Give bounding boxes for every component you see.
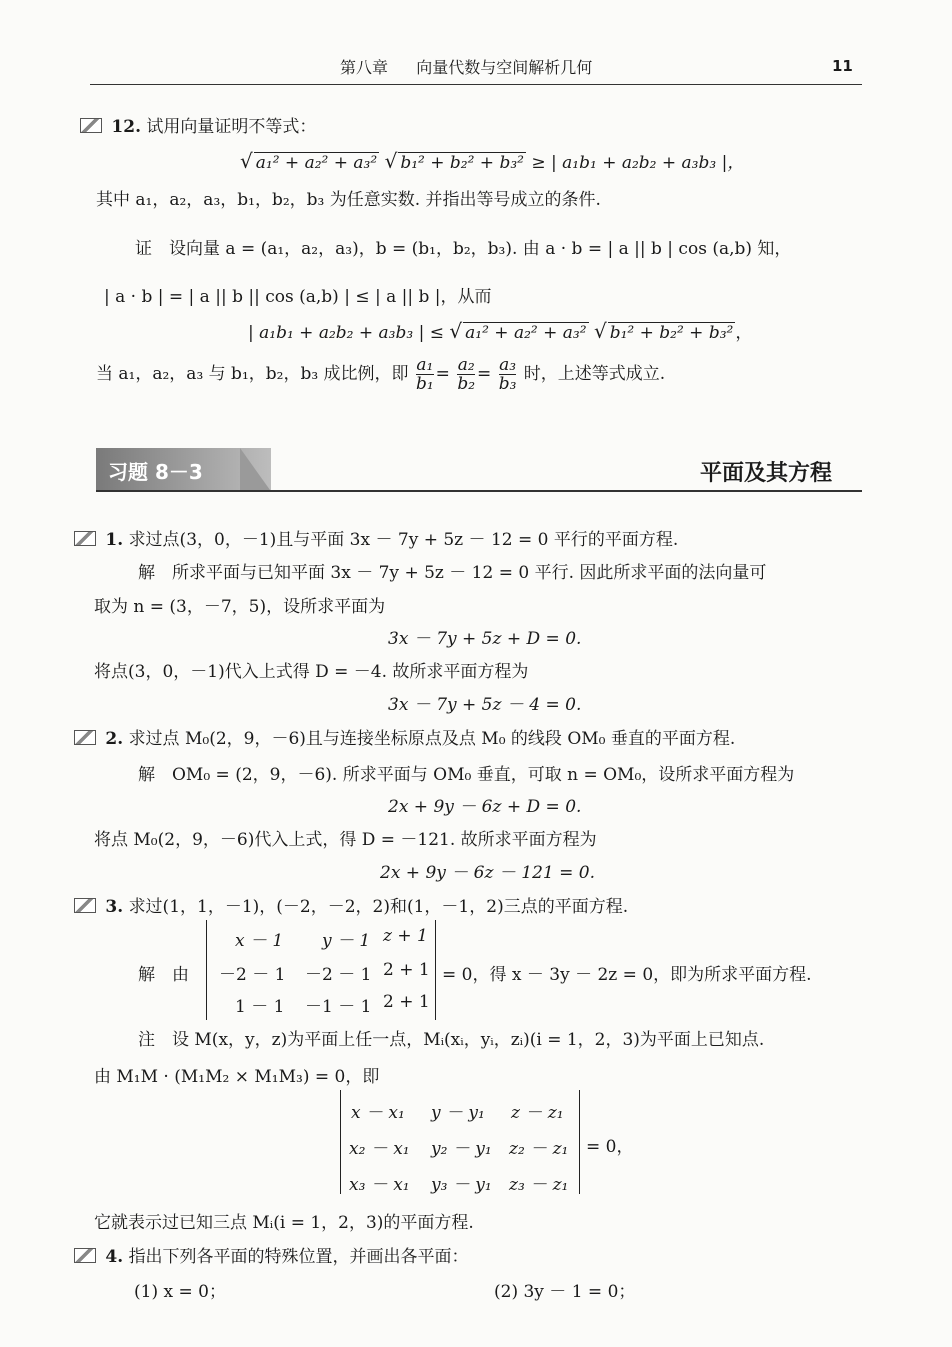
- page-number: 11: [832, 57, 853, 75]
- q1-equation-1: 3x － 7y + 5z + D = 0.: [388, 629, 582, 649]
- q3-note-2: 由 M₁M · (M₁M₂ × M₁M₃) = 0，即: [94, 1067, 380, 1087]
- proof-line-2: | a · b | = | a || b || cos (a,b) | ≤ | a || b |，从而: [104, 287, 492, 307]
- pencil-icon: [74, 898, 96, 913]
- det-cell: x － x₁: [351, 1103, 405, 1123]
- q1-solution-2: 取为 n = (3，－7，5)，设所求平面为: [94, 597, 386, 617]
- q1-solution-3: 将点(3，0，－1)代入上式得 D = －4. 故所求平面方程为: [94, 662, 529, 682]
- problem-statement: 试用向量证明不等式：: [146, 117, 317, 137]
- chapter-number: 第八章: [340, 58, 389, 77]
- det-cell: －2 － 1: [219, 965, 286, 985]
- q2-equation-2: 2x + 9y － 6z － 121 = 0.: [380, 863, 595, 883]
- question-statement: 求过(1，1，－1)，(－2，－2，2)和(1，－1，2)三点的平面方程.: [128, 897, 629, 917]
- header-rule: [90, 84, 862, 85]
- question-4: [74, 1242, 469, 1267]
- sqrt-b: b₁² + b₂² + b₃²: [400, 153, 524, 173]
- q1-solution-1: 解 所求平面与已知平面 3x － 7y + 5z － 12 = 0 平行. 因此所求平面的法向量可: [138, 563, 767, 583]
- det-cell: z + 1: [383, 926, 428, 946]
- eq-cond-post: 时，上述等式成立.: [523, 364, 666, 384]
- q3-solution-pre: 解 由: [138, 965, 189, 985]
- q2-solution-2: 将点 M₀(2，9，－6)代入上式，得 D = －121. 故所求平面方程为: [94, 830, 597, 850]
- det-cell: －2 － 1: [305, 965, 372, 985]
- det-cell: x₂ － x₁: [349, 1139, 410, 1159]
- equality-condition: 当 a₁，a₂，a₃ 与 b₁，b₂，b₃ 成比例，即 $\frac{\text{a₁}}{\text{b₁}}$ = $\frac{\text{a₂}}{\text{b₂}}$ = $\frac{\text{a₃}}{\text{b₃}}$ 时，上述等式成立.: [96, 355, 666, 394]
- q1-equation-2: 3x － 7y + 5z － 4 = 0.: [388, 695, 582, 715]
- sqrt-a: a₁² + a₂² + a₃²: [255, 153, 378, 173]
- determinant-1: [206, 920, 436, 1020]
- q2-equation-1: 2x + 9y － 6z + D = 0.: [388, 797, 582, 817]
- det-cell: z₂ － z₁: [509, 1139, 569, 1159]
- question-statement: 指出下列各平面的特殊位置，并画出各平面：: [128, 1247, 469, 1267]
- proof-line-1: 证 设向量 a = (a₁，a₂，a₃)，b = (b₁，b₂，b₃). 由 a · b = | a || b | cos (a,b) 知，: [135, 239, 792, 259]
- proof-3-left: | a₁b₁ + a₂b₂ + a₃b₃ | ≤: [248, 323, 444, 343]
- pencil-icon: [74, 730, 96, 745]
- badge-slash: [240, 448, 270, 490]
- q4-item-2: (2) 3y － 1 = 0；: [494, 1282, 636, 1302]
- q4-item-1: (1) x = 0；: [134, 1282, 226, 1302]
- fraction-2: $\frac{\text{a₂}}{\text{b₂}}$: [457, 355, 476, 394]
- det-cell: 2 + 1: [383, 992, 430, 1012]
- proof-3-end: ，: [735, 323, 753, 343]
- det-cell: 2 + 1: [383, 960, 430, 980]
- problem-12: [80, 112, 316, 137]
- pencil-icon: [74, 531, 96, 546]
- det-cell: y － 1: [322, 931, 371, 951]
- fraction-1: $\frac{\text{a₁}}{\text{b₁}}$: [415, 355, 434, 394]
- question-statement: 求过点(3，0，－1)且与平面 3x － 7y + 5z － 12 = 0 平行的平面方程.: [128, 530, 679, 550]
- inequality: √ a₁² + a₂² + a₃² √ b₁² + b₂² + b₃² ≥ | a₁b₁ + a₂b₂ + a₃b₃ |，: [240, 149, 745, 173]
- det-cell: z － z₁: [511, 1103, 564, 1123]
- proof-line-3: | a₁b₁ + a₂b₂ + a₃b₃ | ≤ √ a₁² + a₂² + a₃² √ b₁² + b₂² + b₃² ，: [248, 319, 753, 343]
- running-header: [340, 55, 592, 78]
- q3-solution-post: = 0，得 x － 3y － 2z = 0，即为所求平面方程.: [442, 965, 812, 985]
- det-cell: y₃ － y₁: [431, 1175, 492, 1195]
- question-1: [74, 525, 678, 550]
- det-cell: －1 － 1: [305, 997, 372, 1017]
- determinant-2: [340, 1090, 580, 1194]
- question-label: 3.: [105, 897, 124, 917]
- q3-note-3: 它就表示过已知三点 Mᵢ(i = 1，2，3)的平面方程.: [94, 1213, 474, 1233]
- question-label: 2.: [105, 729, 124, 749]
- problem-label: 12.: [111, 117, 141, 137]
- question-label: 1.: [105, 530, 124, 550]
- proof-3-sqrt-a: a₁² + a₂² + a₃²: [465, 323, 587, 343]
- q3-note-1: 注 设 M(x，y，z)为平面上任一点，Mᵢ(xᵢ，yᵢ，zᵢ)(i = 1，2，3)为平面上已知点.: [138, 1030, 765, 1050]
- q2-solution-1: 解 OM₀ = (2，9，－6). 所求平面与 OM₀ 垂直，可取 n = OM₀，设所求平面方程为: [138, 765, 795, 785]
- proof-3-sqrt-b: b₁² + b₂² + b₃²: [609, 323, 734, 343]
- question-statement: 求过点 M₀(2，9，－6)且与连接坐标原点及点 M₀ 的线段 OM₀ 垂直的平面方程.: [128, 729, 736, 749]
- det-cell: y － y₁: [431, 1103, 485, 1123]
- det-cell: z₃ － z₁: [509, 1175, 569, 1195]
- det-cell: y₂ － y₁: [431, 1139, 492, 1159]
- section-badge-text: 习题 8－3: [108, 460, 203, 484]
- section-rule: [96, 490, 862, 492]
- pencil-icon: [80, 118, 102, 133]
- question-label: 4.: [105, 1247, 124, 1267]
- question-2: [74, 724, 735, 749]
- det2-post: = 0，: [586, 1137, 634, 1157]
- chapter-title: 向量代数与空间解析几何: [416, 58, 593, 77]
- eq-cond-pre: 当 a₁，a₂，a₃ 与 b₁，b₂，b₃ 成比例，即: [96, 364, 409, 384]
- section-title: 平面及其方程: [700, 461, 833, 486]
- det-cell: x₃ － x₁: [349, 1175, 410, 1195]
- pencil-icon: [74, 1248, 96, 1263]
- det-cell: 1 － 1: [235, 997, 285, 1017]
- inequality-right: ≥ | a₁b₁ + a₂b₂ + a₃b₃ |，: [531, 153, 745, 173]
- question-3: [74, 892, 628, 917]
- fraction-3: $\frac{\text{a₃}}{\text{b₃}}$: [498, 355, 517, 394]
- condition-text: 其中 a₁，a₂，a₃，b₁，b₂，b₃ 为任意实数. 并指出等号成立的条件.: [96, 190, 601, 210]
- det-cell: x － 1: [235, 931, 284, 951]
